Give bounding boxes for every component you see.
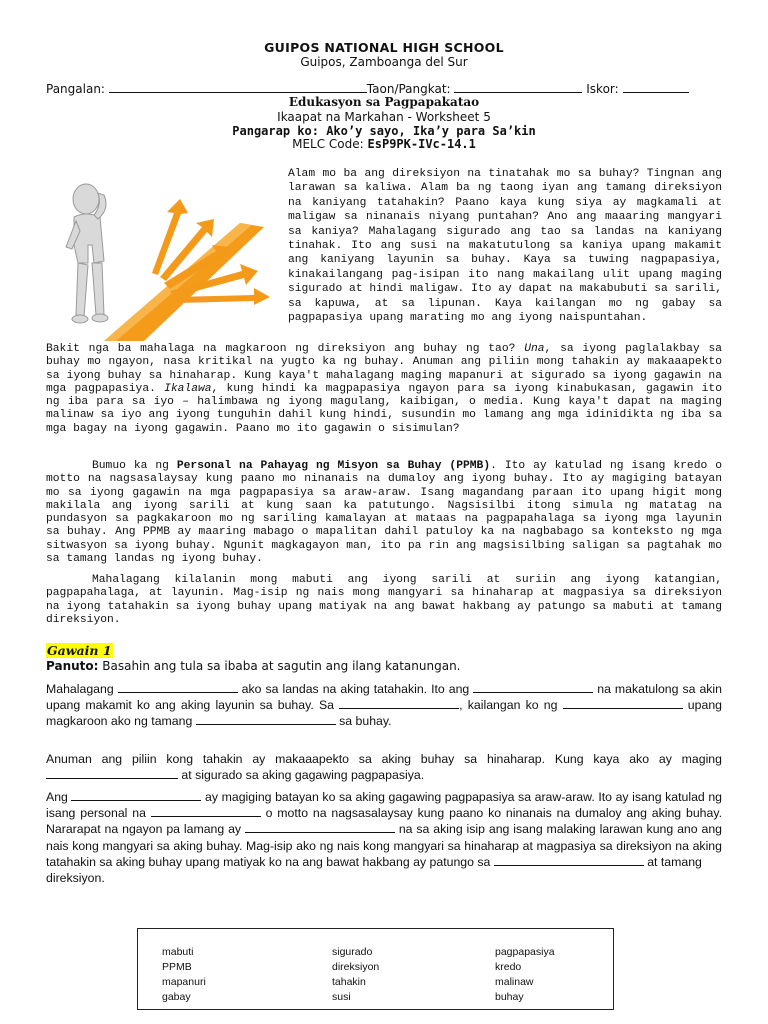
poem3-a: Ang [46,790,72,804]
poem1-b: ako sa landas na aking tatahakin. Ito ang [237,682,474,696]
poem1-d: , kailangan ko ng [459,698,563,713]
body-paragraph-3: Mahalagang kilalanin mong mabuti ang iyong sarili at suriin ang iyong katangian, pagpapahalaga, at layunin. Mag-isip ng nais mong mangyari sa hinaharap at magpasiya sa direksiyon na iyong tatahakin sa iyong buhay upang matiyak na ang bawat hakbang ay patungo sa mabuti at tamang direksiyon. [46,574,722,626]
poem-paragraph-2 [46,751,722,783]
poem1-f: sa buhay. [335,714,392,729]
poem2-b: at sigurado sa aking gagawing pagpapasiya. [178,768,425,783]
body2-text-a: Bumuo ka ng [92,460,177,472]
subject-title: Edukasyon sa Pagpapakatao [288,95,480,109]
poem3-d: na sa aking isip ang isang malaking larawan kung ano ang nais kong mangyari sa aking buhay. Mag-isip ako ng nais kong mangyari sa hinaharap at magpasiya sa direksiyon na aking tatahakin sa aking buhay upang matiyak ko na ang bawat hakbang ay patungo sa [46,822,723,869]
poem3-e: at tamang [643,854,702,869]
ppmb-bold-term: Personal na Pahayag ng Misyon sa Buhay (PPMB) [176,460,491,472]
word-bank-item: PPMB [162,961,192,973]
answer-blank[interactable] [151,805,261,817]
poem-paragraph-1 [46,681,722,730]
melc-label: MELC Code: [292,137,364,151]
word-bank-item: kredo [495,961,522,973]
poem-paragraph-3 [46,789,722,886]
word-bank-item: buhay [495,991,524,1003]
body1-text-a: Bakit nga ba mahalaga na magkaroon ng direksiyon ang buhay ng tao? [46,343,525,355]
word-bank [137,928,614,1010]
melc-line [0,137,768,151]
word-bank-item: pagpapasiya [495,946,555,958]
poem1-a: Mahalagang [46,682,118,696]
name-blank[interactable] [109,82,367,93]
melc-code: EsP9PK-IVc-14.1 [367,137,476,151]
body-paragraph-1 [46,343,722,436]
word-bank-item: mabuti [162,946,194,958]
word-bank-item: susi [332,991,351,1003]
body-paragraph-2 [46,460,722,566]
answer-blank[interactable] [563,697,683,709]
word-bank-column-1 [162,945,206,1005]
poem2-a: Anuman ang piliin kong tahakin ay makaaapekto sa aking buhay sa hinaharap. Kung kaya ako ay maging [46,752,722,766]
year-label: Taon/Pangkat: [366,82,451,96]
answer-blank[interactable] [118,681,238,693]
name-label: Pangalan: [46,82,105,96]
instructions-text: Basahin ang tula sa ibaba at sagutin ang ilang katanungan. [98,659,461,673]
year-blank[interactable] [454,82,582,93]
intro-paragraph: Alam mo ba ang direksiyon na tinatahak mo sa buhay? Tingnan ang larawan sa kaliwa. Alam ba ng taong iyan ang tamang direksiyon na kaniyang tatahakin? Paano kaya kung siya ay magkamali at maligaw sa ninanais niyang puntahan? Ano ang maaaring mangyari sa kaniya? Mahalagang sigurado ang tao sa landas na kaniyang tinahak. Ito ang susi na makatutulong sa kaniya upang makamit ang kaniyang layunin sa buhay. Kaya sa tuwing nagpapasiya, kinakailangang pag-isipan ito nang makailang ulit upang maging sigurado at hindi maligaw. Ito ay dapat na makabubuti sa sarili, sa kapuwa, at sa lipunan. Kaya kailangan mo ng gabay sa pagpapasiya upang marating mo ang iyong naispuntahan. [288,168,722,325]
answer-blank[interactable] [196,713,336,725]
body2-text-b: . Ito ay katulad ng isang kredo o motto na nagsasalaysay kung paano mo ninanais na dumaloy ang iyong buhay. Ito ay magiging batayan mo sa iyong gagawin na mga pagpapasiya sa araw-araw. Isang magandang paraan ito upang higit mong makilala ang iyong sarili at kung saan ka patutungo. Nagsisilbi itong simula ng matatag na pundasyon sa pagkakaroon mo ng sariling kamalayan at mataas na pagpapahalaga sa iyong mga layunin sa buhay. Ang PPMB ay maaring mabago o mapalitan dahil patuloy ka na nagbabago sa konteksto ng mga sitwasyon sa iyong buhay. Ngunit magkagayon man, ito pa rin ang magsisilbing saligan sa pagtahak mo sa tamang landas ng iyong buhay. [46,460,722,566]
word-bank-item: tahakin [332,976,366,988]
answer-blank[interactable] [46,767,178,779]
score-blank[interactable] [623,82,689,93]
body1-text-c: , kung hindi ka magpapasiya ngayon para sa iyong kinabukasan, gagawin ito ng iba para sa iyo – halimbawa ng iyong magulang, kaibigan, o media. Kung kaya't dapat na maging malinaw sa iyo ang iyong tunguhin dahil kung hindi, susundin mo lamang ang mga idinidikta ng iba sa mga bagay na iyong gagawin. Paano mo ito gagawin o sisimulan? [46,382,722,435]
body1-ikalawa: Ikalawa [164,382,212,395]
poem3-c: o motto na nagsasalaysay kung paano ko ninanais na dumaloy ang aking buhay. Nararapat na ngayon pa lamang ay [46,806,722,837]
poem3-b: ay magiging batayan ko sa aking gagawing pagpapasiya sa araw-araw. Ito ay isang katulad ng isang personal na [46,790,723,821]
theme-title: Pangarap ko: Ako’y sayo, Ika’y para Sa’kin [232,124,536,138]
poem3-f: direksiyon. [46,871,105,886]
poem1-c: na makatulong sa akin upang makamit ko ang aking layunin sa buhay. Sa [46,682,723,713]
instructions-label: Panuto: [46,659,99,673]
person-thinking-crossroad-arrows-icon [44,165,276,341]
worksheet-label: Ikaapat na Markahan - Worksheet 5 [277,110,491,124]
student-info-line [46,82,726,96]
word-bank-column-2 [332,945,379,1005]
word-bank-item: sigurado [332,946,373,958]
body1-text-b: , sa iyong paglalakbay sa buhay mo ngayon, nasa kritikal na yugto ka ng buhay. Anuman ang piliin mong tahakin ay makaaapekto sa iyong buhay sa hinaharap. Kung kaya't mahalagang maging mapanuri at sigurado sa iyong gagawin na mga pagpapasiya. [46,343,723,395]
answer-blank[interactable] [71,789,201,801]
activity-title: Gawain 1 [47,643,112,658]
word-bank-item: direksiyon [332,961,380,973]
answer-blank[interactable] [494,854,644,866]
school-name: GUIPOS NATIONAL HIGH SCHOOL [264,40,504,55]
answer-blank[interactable] [473,681,593,693]
instructions [46,659,460,673]
word-bank-item: mapanuri [162,976,206,988]
word-bank-column-3 [495,945,555,1005]
poem1-e: upang magkaroon ako ng tamang [46,698,722,729]
answer-blank[interactable] [245,821,395,833]
word-bank-item: gabay [162,991,191,1003]
school-address: Guipos, Zamboanga del Sur [300,55,468,69]
body1-una: Una [524,343,545,355]
score-label: Iskor: [586,82,619,96]
answer-blank[interactable] [339,697,459,709]
word-bank-item: malinaw [495,976,534,988]
